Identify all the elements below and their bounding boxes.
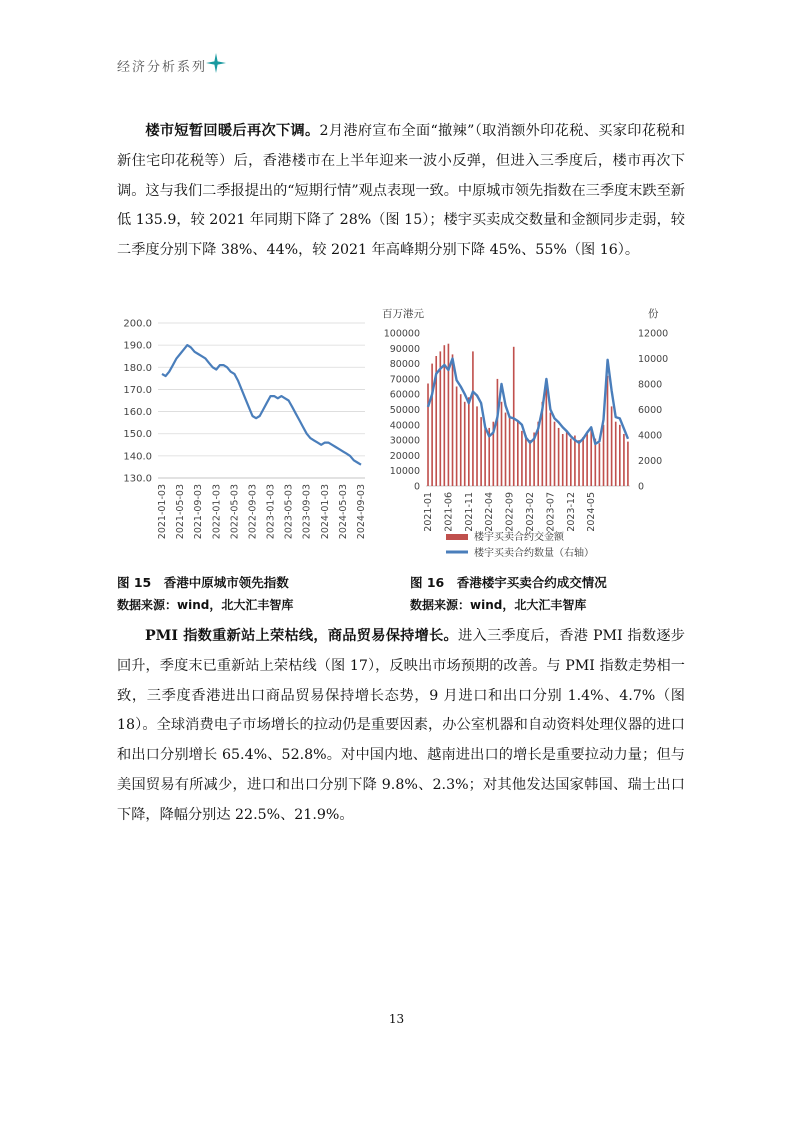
bar (464, 402, 466, 486)
y-right-tick-label: 0 (638, 481, 645, 493)
bar (431, 364, 433, 486)
x-tick-label: 2023-02 (525, 492, 537, 532)
paragraph-lead: 楼市短暂回暖后再次下调。 (145, 123, 320, 139)
chart-property-transactions (382, 305, 682, 570)
bar (501, 402, 503, 486)
bar (574, 436, 576, 487)
bar (627, 442, 629, 486)
bar (603, 425, 605, 486)
y-tick-label: 180.0 (123, 362, 152, 374)
paragraph-body: 2月港府宣布全面“撤辣”（取消额外印花税、买家印花税和新住宅印花税等）后，香港楼市在上半年迎来一波小反弹，但进入三季度后，楼市再次下调。这与我们二季报提出的“短期行情”观点表现一致。中原城市领先指数在三季度末跌至新低 135.9，较 2021 年同期下降了 28%（图 15）；楼宇买卖成交数量和金额同步走弱，较二季度分别下降 38%、44%，较 2021 年高峰期分别下降 45%、55%（图 16）。 (117, 123, 685, 259)
figure16-source: 数据来源：wind，北大汇丰智库 (410, 598, 587, 612)
paragraph-housing (117, 117, 685, 266)
y-left-tick-label: 40000 (389, 420, 420, 432)
bar (513, 347, 515, 486)
bar (599, 443, 601, 486)
x-tick-label: 2023-09-03 (301, 484, 313, 540)
x-tick-label: 2024-05-03 (337, 484, 349, 540)
bar (440, 351, 442, 486)
y-left-tick-label: 20000 (389, 450, 420, 462)
y-tick-label: 170.0 (123, 384, 152, 396)
series-line (428, 359, 628, 444)
y-left-tick-label: 50000 (389, 405, 420, 416)
bar (505, 413, 507, 486)
bar (468, 397, 470, 486)
bar (615, 422, 617, 486)
bar (476, 406, 478, 486)
y-right-tick-label: 10000 (638, 354, 669, 365)
y-left-tick-label: 0 (413, 481, 420, 493)
x-tick-label: 2023-07 (545, 492, 557, 532)
x-tick-label: 2021-09-03 (193, 484, 205, 540)
y-right-tick-label: 2000 (638, 456, 663, 467)
bar (566, 431, 568, 486)
bar (595, 439, 597, 486)
y-tick-label: 140.0 (123, 451, 152, 463)
y-left-tick-label: 60000 (389, 389, 420, 401)
y-tick-label: 200.0 (123, 318, 152, 330)
y-left-tick-label: 80000 (389, 359, 420, 371)
bar (619, 425, 621, 486)
chart-centaline-index (110, 310, 380, 565)
bar (517, 422, 519, 486)
bar (570, 439, 572, 486)
x-tick-label: 2024-05 (586, 492, 598, 532)
bar (607, 376, 609, 486)
bar (525, 436, 527, 487)
y-tick-label: 160.0 (123, 407, 152, 419)
bar (452, 354, 454, 486)
y-right-tick-label: 12000 (638, 328, 669, 340)
bar (546, 388, 548, 486)
bar (590, 429, 592, 486)
bar (460, 394, 462, 486)
y-left-tick-label: 30000 (389, 435, 420, 447)
bar (582, 437, 584, 486)
x-tick-label: 2021-01-03 (157, 484, 168, 540)
paragraph-body: 进入三季度后，香港 PMI 指数逐步回升，季度末已重新站上荣枯线（图 17），反映出市场预期的改善。与 PMI 指数走势相一致，三季度香港进出口商品贸易保持增长态势，9 月进口和出口分别 1.4%、4.7%（图 18）。全球消费电子市场增长的拉动仍是重要因素，办公室机器和自动资料处理仪器的进口和出口分别增长 65.4%、52.8%。对中国内地、越南进出口的增长是重要拉动力量；但与美国贸易有所减少，进口和出口分别下降 9.8%、2.3%；对其他发达国家韩国、瑞士出口下降，降幅分别达 22.5%、21.9%。 (117, 628, 685, 823)
x-tick-label: 2021-01 (423, 492, 435, 532)
y-left-tick-label: 90000 (389, 343, 420, 355)
y-right-tick-label: 4000 (638, 430, 663, 442)
x-tick-label: 2022-09 (504, 492, 516, 532)
legend-label: 楼宇买卖合约交金额 (474, 532, 564, 543)
paragraph-pmi-trade (117, 622, 685, 831)
bar (456, 387, 458, 487)
series-line (162, 345, 361, 465)
x-tick-label: 2023-01-03 (265, 484, 277, 540)
y-right-tick-label: 8000 (638, 379, 663, 391)
sparkle-star-icon (206, 53, 226, 73)
y-tick-label: 190.0 (123, 340, 152, 352)
x-tick-label: 2022-05-03 (229, 484, 241, 540)
bar (529, 440, 531, 486)
y-right-axis-label: 份 (648, 308, 659, 320)
bar (554, 422, 556, 486)
y-left-axis-label: 百万港元 (382, 308, 424, 320)
y-left-tick-label: 10000 (389, 466, 420, 478)
paragraph-lead: PMI 指数重新站上荣枯线，商品贸易保持增长。 (145, 628, 459, 644)
bar (472, 351, 474, 486)
x-tick-label: 2022-09-03 (247, 484, 259, 540)
legend-label: 楼宇买卖合约数量（右轴） (474, 548, 594, 559)
page-number: 13 (388, 1012, 405, 1026)
bar (509, 417, 511, 486)
bar (623, 434, 625, 486)
x-tick-label: 2021-11 (463, 492, 475, 532)
x-tick-label: 2024-09-03 (356, 484, 367, 540)
bar (611, 406, 613, 486)
bar (558, 428, 560, 486)
figure15-caption: 图 15 香港中原城市领先指数 (117, 575, 289, 590)
y-left-tick-label: 70000 (389, 374, 420, 386)
figure15-source: 数据来源：wind，北大汇丰智库 (117, 598, 294, 612)
bar (497, 379, 499, 486)
bar (550, 413, 552, 486)
y-tick-label: 150.0 (123, 429, 152, 441)
y-tick-label: 130.0 (123, 473, 152, 485)
bar (586, 433, 588, 487)
bar (480, 417, 482, 486)
x-tick-label: 2021-06 (443, 492, 455, 532)
y-left-tick-label: 100000 (383, 328, 420, 340)
x-tick-label: 2023-05-03 (283, 484, 295, 540)
figure16-caption: 图 16 香港楼宇买卖合约成交情况 (410, 575, 607, 590)
x-tick-label: 2024-01-03 (319, 484, 331, 540)
x-tick-label: 2022-01-03 (211, 484, 223, 540)
running-header: 经济分析系列 (117, 60, 208, 75)
x-tick-label: 2021-05-03 (175, 484, 187, 540)
bar (578, 440, 580, 486)
legend-swatch-bar (446, 534, 468, 540)
bar (484, 425, 486, 486)
bar (427, 384, 429, 487)
x-tick-label: 2022-04 (484, 492, 496, 532)
bar (562, 434, 564, 486)
y-right-tick-label: 6000 (638, 405, 663, 416)
bar (521, 431, 523, 486)
x-tick-label: 2023-12 (565, 492, 577, 532)
